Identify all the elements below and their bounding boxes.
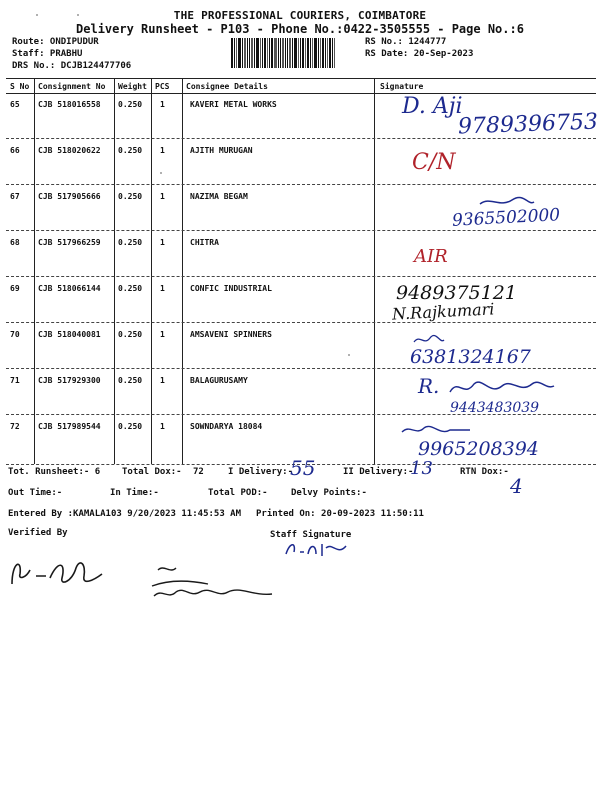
staff-label: Staff: PRABHU <box>12 49 83 59</box>
i-delivery-label: I Delivery:- <box>228 467 294 477</box>
ii-delivery-value: 13 <box>410 458 433 479</box>
row-separator <box>6 230 596 231</box>
handwritten-phone: 9489375121 <box>396 282 517 304</box>
row-sno: 72 <box>10 422 20 431</box>
handwritten-phone: 9965208394 <box>418 438 539 460</box>
col-divider <box>151 78 152 464</box>
row-weight: 0.250 <box>118 330 143 339</box>
handwritten-phone: 9443483039 <box>450 400 540 416</box>
row-pcs: 1 <box>160 376 165 385</box>
row-weight: 0.250 <box>118 146 143 155</box>
row-pcs: 1 <box>160 238 165 247</box>
handwritten-phone: 6381324167 <box>410 346 531 368</box>
col-header-signature: Signature <box>380 82 424 91</box>
row-sno: 68 <box>10 238 20 247</box>
row-sno: 70 <box>10 330 20 339</box>
col-divider <box>114 78 115 464</box>
row-consignment: CJB 518066144 <box>38 284 101 293</box>
runsheet-title: Delivery Runsheet - P103 - Phone No.:0422-3505555 - Page No.:6 <box>76 22 524 36</box>
row-consignee: NAZIMA BEGAM <box>190 192 248 201</box>
scan-speck <box>348 354 350 356</box>
rs-number: RS No.: 1244777 <box>365 37 447 47</box>
handwritten-signature: C/N <box>412 150 456 175</box>
row-pcs: 1 <box>160 146 165 155</box>
verified-by-label: Verified By <box>8 528 68 538</box>
row-weight: 0.250 <box>118 284 143 293</box>
row-consignment: CJB 518040081 <box>38 330 101 339</box>
col-header-pcs: PCS <box>155 82 170 91</box>
row-sno: 67 <box>10 192 20 201</box>
row-pcs: 1 <box>160 192 165 201</box>
row-separator <box>6 276 596 277</box>
col-divider <box>182 78 183 464</box>
rtn-dox-value: 4 <box>510 474 523 498</box>
signature-scribble <box>400 422 472 438</box>
route-label: Route: ONDIPUDUR <box>12 37 99 47</box>
barcode <box>231 38 359 68</box>
row-sno: 66 <box>10 146 20 155</box>
scan-speck <box>160 172 162 174</box>
col-divider <box>34 78 35 464</box>
row-separator <box>6 184 596 185</box>
out-time-label: Out Time:- <box>8 488 63 498</box>
signature-scribble <box>412 334 446 346</box>
row-consignment: CJB 518020622 <box>38 146 101 155</box>
row-consignee: SOWNDARYA 18084 <box>190 422 263 431</box>
row-separator <box>6 368 596 369</box>
col-header-consignment: Consignment No <box>38 82 106 91</box>
i-delivery-value: 55 <box>290 456 316 480</box>
col-header-weight: Weight <box>118 82 147 91</box>
total-dox-value: 72 <box>193 467 204 477</box>
handwritten-signature: AIR <box>414 246 448 267</box>
staff-signature-label: Staff Signature <box>270 530 352 540</box>
signature-scribble <box>446 376 556 400</box>
row-weight: 0.250 <box>118 238 143 247</box>
company-title: THE PROFESSIONAL COURIERS, COIMBATORE <box>173 9 427 22</box>
handwritten-phone: 9789396753 <box>457 109 599 140</box>
total-pod-label: Total POD:- <box>208 488 268 498</box>
ii-delivery-label: II Delivery:- <box>343 467 414 477</box>
row-sno: 65 <box>10 100 20 109</box>
row-consignee: AJITH MURUGAN <box>190 146 253 155</box>
handwritten-name: N.Rajkumari <box>391 299 495 324</box>
row-weight: 0.250 <box>118 192 143 201</box>
row-pcs: 1 <box>160 422 165 431</box>
row-consignment: CJB 517966259 <box>38 238 101 247</box>
total-runsheet: Tot. Runsheet:- 6 <box>8 467 101 477</box>
entered-by: Entered By :KAMALA103 9/20/2023 11:45:53 AM <box>8 509 241 519</box>
row-pcs: 1 <box>160 100 165 109</box>
handwritten-signature: R. <box>418 374 440 398</box>
row-consignee: AMSAVENI SPINNERS <box>190 330 272 339</box>
row-weight: 0.250 <box>118 422 143 431</box>
scan-speck <box>36 14 38 16</box>
row-weight: 0.250 <box>118 100 143 109</box>
row-separator <box>6 138 596 139</box>
row-weight: 0.250 <box>118 376 143 385</box>
col-divider <box>374 78 375 464</box>
bottom-signature-scribble <box>148 562 278 602</box>
row-sno: 71 <box>10 376 20 385</box>
row-sno: 69 <box>10 284 20 293</box>
table-header-border <box>6 93 596 94</box>
row-consignee: CONFIC INDUSTRIAL <box>190 284 272 293</box>
row-consignment: CJB 517989544 <box>38 422 101 431</box>
row-consignee: BALAGURUSAMY <box>190 376 248 385</box>
row-consignee: KAVERI METAL WORKS <box>190 100 277 109</box>
in-time-label: In Time:- <box>110 488 159 498</box>
delivery-points-label: Delvy Points:- <box>291 488 367 498</box>
rtn-dox-label: RTN Dox:- <box>460 467 509 477</box>
handwritten-signature: D. Aji <box>402 94 463 119</box>
row-separator <box>6 322 596 323</box>
col-header-consignee: Consignee Details <box>186 82 268 91</box>
printed-on: Printed On: 20-09-2023 11:50:11 <box>256 509 424 519</box>
handwritten-phone: 9365502000 <box>451 205 561 231</box>
scan-speck <box>77 14 79 16</box>
drs-number: DRS No.: DCJB124477706 <box>12 61 132 71</box>
row-consignment: CJB 517929300 <box>38 376 101 385</box>
table-top-border <box>6 78 596 79</box>
row-pcs: 1 <box>160 284 165 293</box>
row-separator <box>6 414 596 415</box>
col-header-sno: S No <box>10 82 30 91</box>
row-consignment: CJB 517905666 <box>38 192 101 201</box>
row-pcs: 1 <box>160 330 165 339</box>
staff-signature-scribble <box>282 540 352 560</box>
verified-by-signature-scribble <box>6 550 106 590</box>
row-consignee: CHITRA <box>190 238 219 247</box>
row-consignment: CJB 518016558 <box>38 100 101 109</box>
total-dox-label: Total Dox:- <box>122 467 182 477</box>
rs-date: RS Date: 20-Sep-2023 <box>365 49 474 59</box>
